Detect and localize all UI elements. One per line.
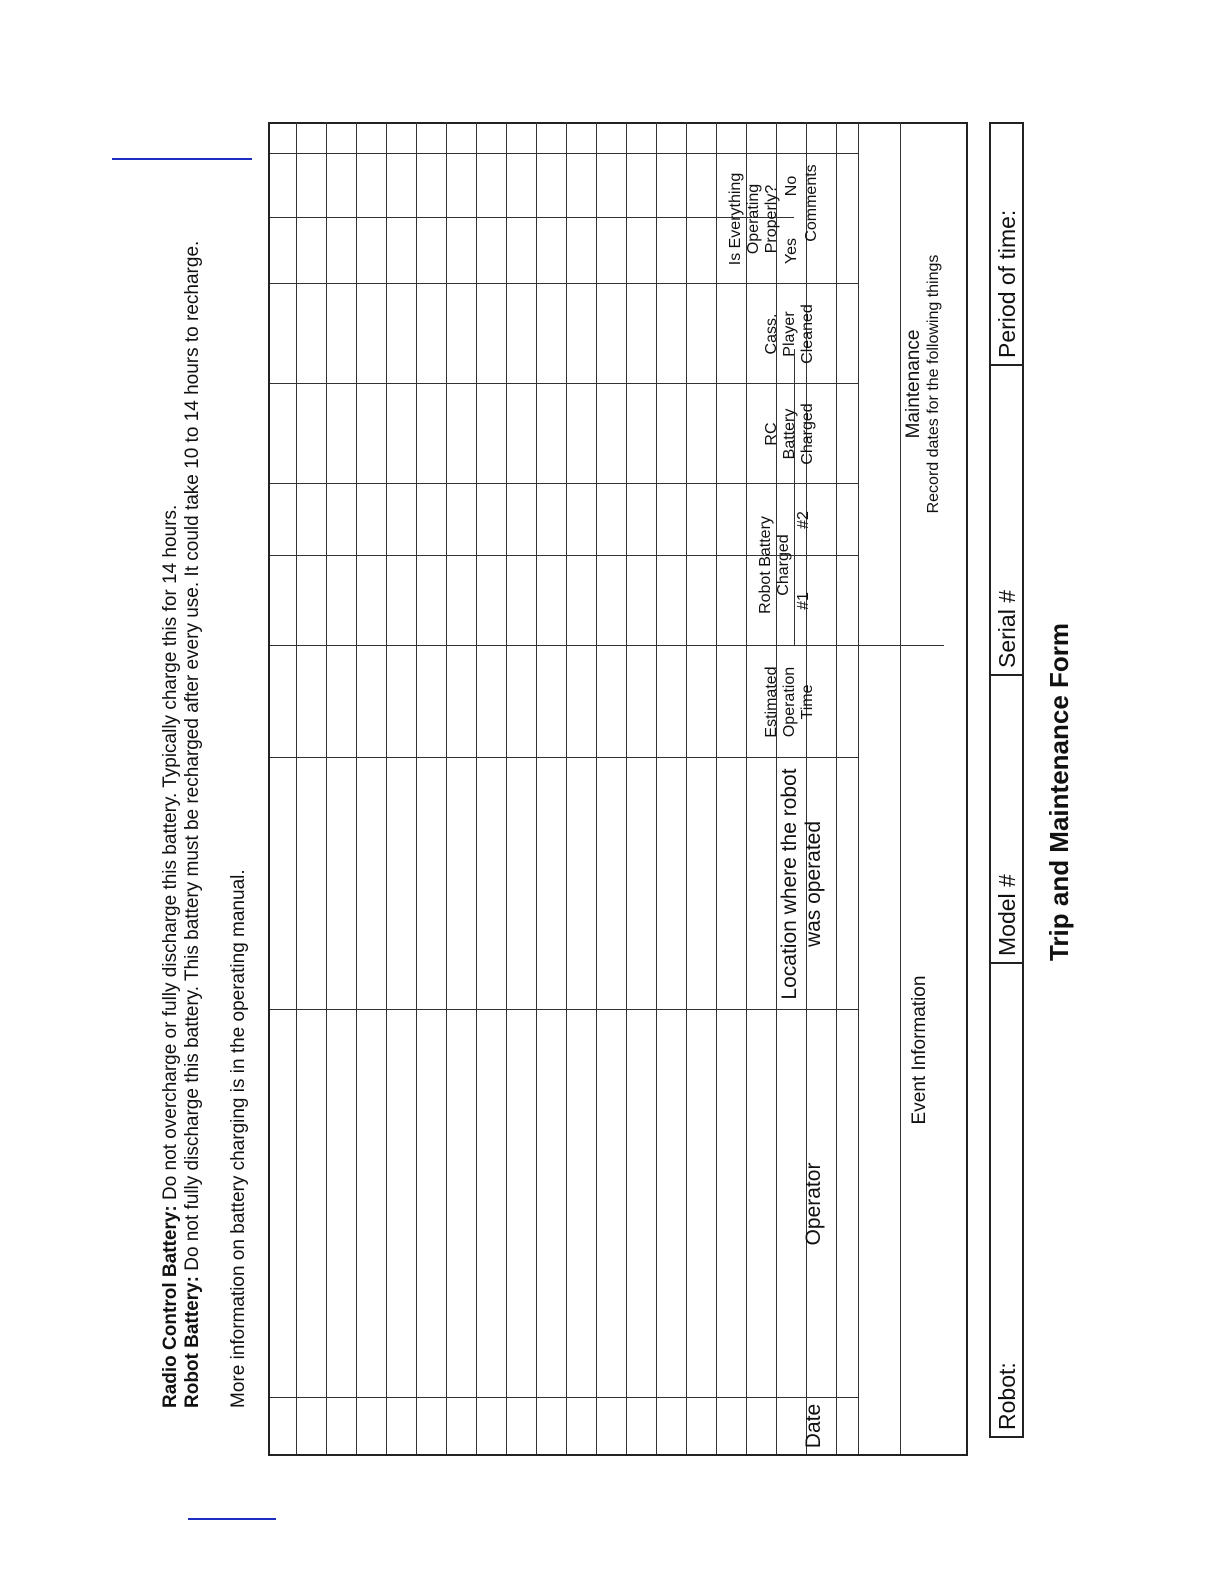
- row-rule: [836, 122, 837, 1454]
- estimated-column-header-line1: Estimated: [763, 666, 780, 738]
- row-rule: [746, 122, 747, 1454]
- row-rule: [416, 122, 417, 1454]
- cass-player-header-line3: Cleaned: [799, 304, 816, 364]
- info-note-text: More information on battery charging is in the operating manual.: [228, 869, 249, 1408]
- rc-battery-header-line2: Battery: [781, 408, 798, 460]
- robot-battery-note: [182, 241, 204, 1408]
- rc-battery-note-label: Radio Control Battery:: [160, 1205, 181, 1408]
- row-rule: [506, 122, 507, 1454]
- row-rule: [626, 122, 627, 1454]
- operating-no-header: No: [783, 175, 800, 197]
- operator-column-header: Operator: [802, 1162, 825, 1246]
- operating-header-line3: Properly?: [763, 184, 780, 254]
- estimated-column-header-line2: Operation: [781, 666, 798, 738]
- row-rule: [536, 122, 537, 1454]
- location-column-header-line1: Location where the robot: [778, 768, 801, 1000]
- robot-field[interactable]: [991, 964, 1022, 1436]
- date-column-header: Date: [802, 1403, 825, 1449]
- period-field[interactable]: [991, 120, 1022, 366]
- section-divider: [900, 122, 901, 1454]
- event-information-heading: Event Information: [909, 975, 930, 1125]
- row-rule: [446, 122, 447, 1454]
- row-rule: [566, 122, 567, 1454]
- column-rule: [270, 1397, 858, 1398]
- serial-label: Serial #: [994, 590, 1020, 668]
- column-rule: [270, 217, 794, 218]
- robot-battery-1-header: #1: [795, 592, 812, 610]
- column-header-divider: [858, 122, 859, 1454]
- location-column-header-line2: was operated: [802, 820, 825, 948]
- maintenance-subheading: Record dates for the following things: [925, 254, 942, 514]
- rc-battery-note-text: Do not overcharge or fully discharge this battery. Typically charge this for 14 hours.: [160, 504, 181, 1201]
- robot-battery-note-label: Robot Battery:: [182, 1276, 203, 1408]
- comments-column-header: Comments: [803, 164, 820, 242]
- row-rule: [656, 122, 657, 1454]
- binding-mark: [112, 158, 252, 160]
- page-title: Trip and Maintenance Form: [1044, 622, 1074, 962]
- row-rule: [716, 122, 717, 1454]
- row-rule: [476, 122, 477, 1454]
- robot-battery-note-text: Do not fully discharge this battery. This battery must be recharged after every use. It could take 10 to 14 hours to recharge.: [182, 240, 203, 1271]
- row-rule: [686, 122, 687, 1454]
- row-rule: [356, 122, 357, 1454]
- model-label: Model #: [994, 874, 1020, 956]
- footer-info-note: [228, 869, 250, 1408]
- row-rule: [386, 122, 387, 1454]
- row-rule: [326, 122, 327, 1454]
- robot-label: Robot:: [994, 1362, 1020, 1430]
- estimated-column-header-line3: Time: [799, 684, 816, 720]
- model-field[interactable]: [991, 676, 1022, 964]
- operating-header-line2: Operating: [745, 183, 762, 255]
- maintenance-heading: Maintenance: [903, 329, 924, 439]
- header-fields: [989, 122, 1024, 1438]
- log-table: [268, 122, 968, 1456]
- rc-battery-header-line1: RC: [763, 422, 780, 446]
- operating-header-line1: Is Everything: [727, 172, 744, 266]
- binding-mark: [188, 1518, 276, 1520]
- cass-player-header-line2: Player: [781, 311, 798, 357]
- robot-battery-header-line1: Robot Battery: [757, 516, 774, 614]
- robot-battery-2-header: #2: [795, 511, 812, 529]
- robot-battery-header-line2: Charged: [775, 534, 792, 596]
- column-rule: [270, 1009, 858, 1010]
- rc-battery-header-line3: Charged: [799, 403, 816, 465]
- serial-field[interactable]: [991, 366, 1022, 676]
- section-divider-vertical: [270, 645, 944, 646]
- operating-yes-header: Yes: [783, 237, 800, 265]
- row-rule: [296, 122, 297, 1454]
- cass-player-header-line1: Cass.: [763, 313, 780, 355]
- rc-battery-note: [160, 505, 182, 1408]
- row-rule: [596, 122, 597, 1454]
- period-label: Period of time:: [994, 209, 1020, 358]
